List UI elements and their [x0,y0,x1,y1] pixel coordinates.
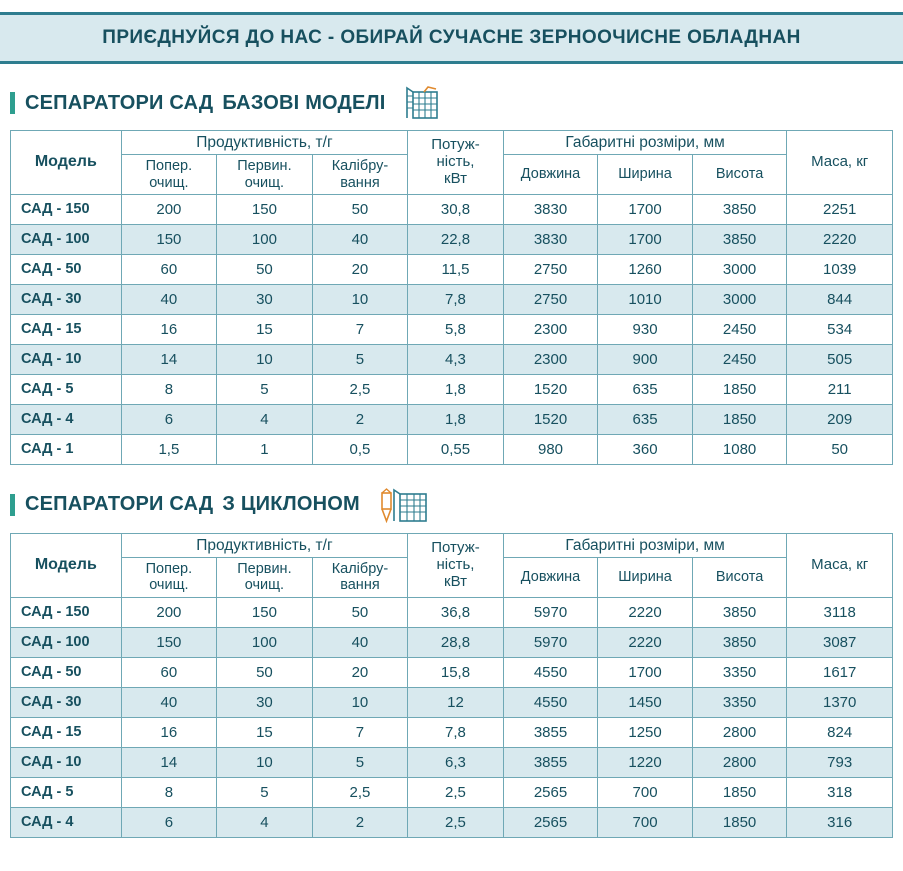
cell-model: САД - 10 [11,344,122,374]
cell-mass: 1370 [787,687,893,717]
table-row [11,807,893,837]
cell-model: САД - 5 [11,374,122,404]
cell-width: 2220 [598,597,693,627]
cell-power: 11,5 [408,254,504,284]
separator-cyclone-icon [374,487,434,523]
cell-calibration: 0,5 [312,434,408,464]
cell-calibration: 2 [312,807,408,837]
cell-model: САД - 10 [11,747,122,777]
th-calibration [312,558,408,597]
table-row [11,657,893,687]
cell-pre-clean: 1,5 [121,434,217,464]
section-heading-cyclone [10,487,903,523]
cell-primary-clean: 30 [217,284,313,314]
cell-height: 3850 [692,224,787,254]
cell-mass: 3118 [787,597,893,627]
cell-power: 1,8 [408,404,504,434]
cell-length: 2565 [503,777,598,807]
cell-power: 12 [408,687,504,717]
cell-calibration: 10 [312,687,408,717]
cell-power: 36,8 [408,597,504,627]
cell-model: САД - 150 [11,597,122,627]
table-wrapper-base-models [10,130,893,465]
cell-model: САД - 4 [11,404,122,434]
cell-pre-clean: 40 [121,284,217,314]
cell-calibration: 40 [312,224,408,254]
cell-width: 1450 [598,687,693,717]
table-row [11,314,893,344]
cell-primary-clean: 1 [217,434,313,464]
cell-mass: 318 [787,777,893,807]
table-row [11,434,893,464]
cell-height: 1080 [692,434,787,464]
table-row [11,717,893,747]
cell-width: 360 [598,434,693,464]
cell-calibration: 50 [312,194,408,224]
cell-length: 3855 [503,747,598,777]
table-row [11,777,893,807]
th-mass: Маса, кг [787,131,893,195]
cell-model: САД - 30 [11,687,122,717]
cell-height: 1850 [692,777,787,807]
cell-primary-clean: 10 [217,344,313,374]
cell-pre-clean: 200 [121,597,217,627]
cell-length: 2565 [503,807,598,837]
cell-length: 4550 [503,687,598,717]
cell-width: 700 [598,777,693,807]
th-pre-clean-l1: Попер. [145,561,193,578]
cell-length: 2300 [503,314,598,344]
cell-calibration: 2 [312,404,408,434]
th-power-line1: Потуж- [431,136,480,154]
cell-primary-clean: 150 [217,194,313,224]
cell-height: 3000 [692,254,787,284]
cell-power: 22,8 [408,224,504,254]
th-pre-clean [121,155,217,194]
th-calibration-l1: Калібру- [331,158,389,175]
cell-height: 3850 [692,597,787,627]
cell-model: САД - 100 [11,627,122,657]
th-primary-clean-l1: Первин. [237,158,292,175]
th-mass: Маса, кг [787,533,893,597]
cell-model: САД - 4 [11,807,122,837]
spec-table-base-models [10,130,893,465]
cell-pre-clean: 200 [121,194,217,224]
cell-mass: 50 [787,434,893,464]
th-primary-clean [217,558,313,597]
cell-length: 1520 [503,374,598,404]
cell-primary-clean: 30 [217,687,313,717]
cell-pre-clean: 60 [121,254,217,284]
cell-width: 1700 [598,657,693,687]
table-row [11,374,893,404]
document-page [0,12,903,871]
cell-length: 1520 [503,404,598,434]
cell-width: 2220 [598,627,693,657]
th-height: Висота [692,558,787,597]
cell-model: САД - 15 [11,717,122,747]
cell-calibration: 10 [312,284,408,314]
cell-length: 5970 [503,597,598,627]
cell-length: 3830 [503,224,598,254]
cell-height: 2450 [692,314,787,344]
cell-mass: 793 [787,747,893,777]
table-row [11,284,893,314]
cell-height: 2800 [692,747,787,777]
cell-primary-clean: 4 [217,404,313,434]
cell-model: САД - 5 [11,777,122,807]
cell-mass: 1617 [787,657,893,687]
th-primary-clean-l1: Первин. [237,561,292,578]
th-power-line2: ність, [436,555,475,573]
th-calibration-l2: вання [340,174,380,191]
cell-width: 1700 [598,224,693,254]
cell-height: 1850 [692,807,787,837]
cell-calibration: 2,5 [312,777,408,807]
table-row [11,254,893,284]
table-wrapper-cyclone [10,533,893,838]
heading-subtitle: БАЗОВІ МОДЕЛІ [222,91,386,114]
th-group-productivity: Продуктивність, т/г [121,533,408,557]
th-power [408,533,504,597]
th-model: Модель [11,131,122,195]
heading-title: СЕПАРАТОРИ САД [25,91,214,114]
cell-pre-clean: 150 [121,627,217,657]
cell-height: 3850 [692,627,787,657]
cell-primary-clean: 100 [217,224,313,254]
cell-mass: 2251 [787,194,893,224]
cell-power: 0,55 [408,434,504,464]
cell-pre-clean: 16 [121,314,217,344]
th-pre-clean [121,558,217,597]
th-group-dimensions: Габаритні розміри, мм [503,533,787,557]
cell-height: 3350 [692,657,787,687]
cell-primary-clean: 10 [217,747,313,777]
cell-pre-clean: 150 [121,224,217,254]
th-power-line3: кВт [444,169,467,187]
cell-pre-clean: 6 [121,807,217,837]
table-row [11,597,893,627]
th-pre-clean-l1: Попер. [145,158,193,175]
cell-height: 3850 [692,194,787,224]
cell-primary-clean: 15 [217,314,313,344]
cell-calibration: 7 [312,717,408,747]
cell-pre-clean: 16 [121,717,217,747]
th-width: Ширина [598,155,693,194]
cell-calibration: 5 [312,747,408,777]
cell-width: 1700 [598,194,693,224]
cell-primary-clean: 5 [217,374,313,404]
cell-power: 28,8 [408,627,504,657]
cell-primary-clean: 50 [217,657,313,687]
cell-mass: 209 [787,404,893,434]
cell-width: 900 [598,344,693,374]
th-primary-clean [217,155,313,194]
th-power-line2: ність, [436,153,475,171]
cell-power: 15,8 [408,657,504,687]
heading-title: СЕПАРАТОРИ САД [25,493,214,516]
cell-power: 4,3 [408,344,504,374]
cell-width: 930 [598,314,693,344]
cell-primary-clean: 150 [217,597,313,627]
cell-calibration: 40 [312,627,408,657]
table-row [11,224,893,254]
cell-power: 2,5 [408,807,504,837]
th-length: Довжина [503,558,598,597]
cell-mass: 211 [787,374,893,404]
cell-calibration: 50 [312,597,408,627]
cell-width: 700 [598,807,693,837]
th-pre-clean-l2: очищ. [149,577,189,594]
cell-calibration: 5 [312,344,408,374]
cell-length: 3830 [503,194,598,224]
table-row [11,687,893,717]
th-calibration-l2: вання [340,577,380,594]
table-header-cyclone [11,533,893,597]
th-group-productivity: Продуктивність, т/г [121,131,408,155]
cell-pre-clean: 8 [121,374,217,404]
cell-pre-clean: 40 [121,687,217,717]
cell-model: САД - 1 [11,434,122,464]
cell-height: 2450 [692,344,787,374]
cell-primary-clean: 100 [217,627,313,657]
th-primary-clean-l2: очищ. [244,577,285,594]
cell-width: 1250 [598,717,693,747]
table-row [11,194,893,224]
cell-mass: 824 [787,717,893,747]
cell-power: 7,8 [408,717,504,747]
table-header-base-models [11,131,893,195]
th-power-line3: кВт [444,572,467,590]
cell-pre-clean: 14 [121,344,217,374]
cell-height: 1850 [692,404,787,434]
cell-length: 2300 [503,344,598,374]
cell-length: 5970 [503,627,598,657]
cell-length: 3855 [503,717,598,747]
cell-pre-clean: 60 [121,657,217,687]
cell-length: 980 [503,434,598,464]
cell-height: 1850 [692,374,787,404]
cell-height: 3350 [692,687,787,717]
th-group-dimensions: Габаритні розміри, мм [503,131,787,155]
th-primary-clean-l2: очищ. [244,174,285,191]
cell-length: 2750 [503,254,598,284]
cell-height: 3000 [692,284,787,314]
cell-width: 1010 [598,284,693,314]
cell-calibration: 20 [312,657,408,687]
spec-table-cyclone [10,533,893,838]
table-row [11,344,893,374]
cell-calibration: 2,5 [312,374,408,404]
section-heading-base-models [10,86,903,120]
th-power-line1: Потуж- [431,539,480,557]
table-body-base-models [11,194,893,464]
th-calibration-l1: Калібру- [331,561,389,578]
cell-power: 30,8 [408,194,504,224]
cell-pre-clean: 8 [121,777,217,807]
cell-calibration: 7 [312,314,408,344]
th-height: Висота [692,155,787,194]
cell-primary-clean: 4 [217,807,313,837]
cell-width: 1220 [598,747,693,777]
cell-width: 1260 [598,254,693,284]
th-pre-clean-l2: очищ. [149,174,189,191]
cell-mass: 2220 [787,224,893,254]
table-row [11,747,893,777]
heading-subtitle: З ЦИКЛОНОМ [222,493,360,516]
cell-length: 4550 [503,657,598,687]
th-model: Модель [11,533,122,597]
cell-width: 635 [598,404,693,434]
table-row [11,627,893,657]
cell-power: 1,8 [408,374,504,404]
cell-mass: 505 [787,344,893,374]
cell-pre-clean: 6 [121,404,217,434]
th-width: Ширина [598,558,693,597]
cell-power: 6,3 [408,747,504,777]
cell-width: 635 [598,374,693,404]
th-power [408,131,504,195]
cell-model: САД - 30 [11,284,122,314]
th-calibration [312,155,408,194]
table-body-cyclone [11,597,893,837]
cell-calibration: 20 [312,254,408,284]
cell-primary-clean: 15 [217,717,313,747]
heading-accent-bar [10,494,15,516]
cell-pre-clean: 14 [121,747,217,777]
cell-power: 7,8 [408,284,504,314]
cell-length: 2750 [503,284,598,314]
cell-mass: 3087 [787,627,893,657]
cell-mass: 316 [787,807,893,837]
heading-accent-bar [10,92,15,114]
cell-model: САД - 150 [11,194,122,224]
cell-primary-clean: 50 [217,254,313,284]
table-row [11,404,893,434]
cell-model: САД - 50 [11,254,122,284]
cell-model: САД - 15 [11,314,122,344]
cell-mass: 534 [787,314,893,344]
cell-model: САД - 100 [11,224,122,254]
cell-power: 5,8 [408,314,504,344]
promo-banner-text: ПРИЄДНУЙСЯ ДО НАС - ОБИРАЙ СУЧАСНЕ ЗЕРНООЧИСНЕ ОБЛАДНАН [102,27,801,48]
cell-power: 2,5 [408,777,504,807]
cell-mass: 844 [787,284,893,314]
promo-banner [0,12,903,64]
cell-model: САД - 50 [11,657,122,687]
cell-height: 2800 [692,717,787,747]
separator-machine-icon [400,86,444,120]
th-length: Довжина [503,155,598,194]
cell-mass: 1039 [787,254,893,284]
cell-primary-clean: 5 [217,777,313,807]
